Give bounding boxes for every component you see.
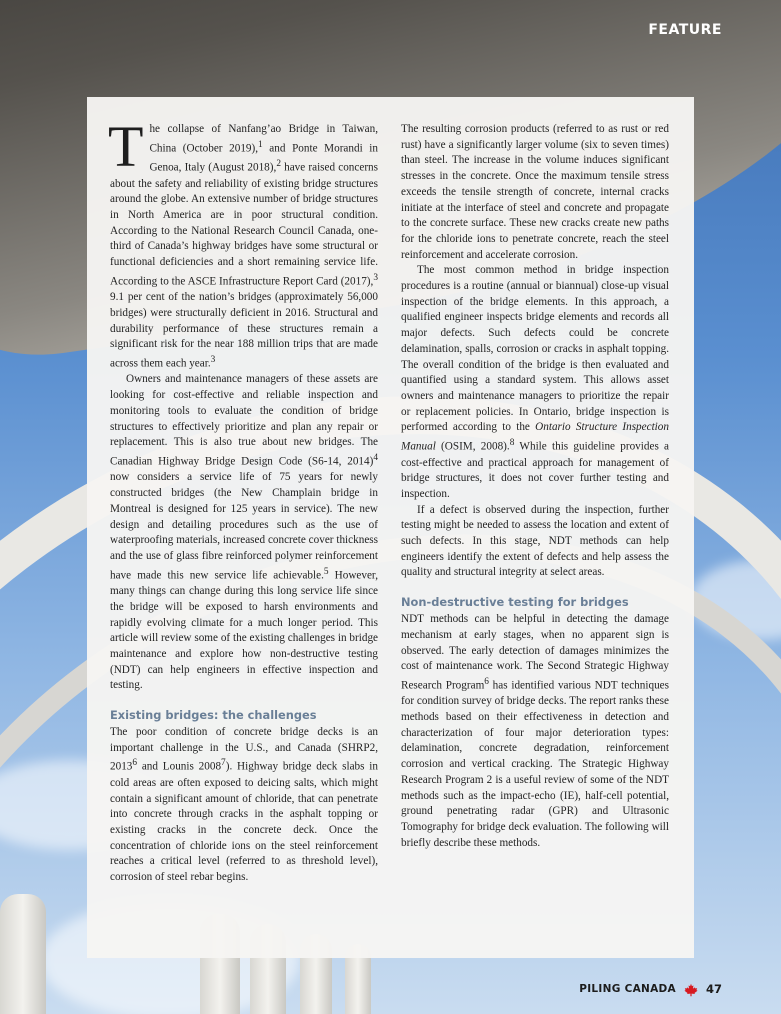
section-label: FEATURE — [648, 22, 722, 38]
citation: 8 — [509, 438, 515, 449]
page-footer — [579, 980, 722, 998]
citation: 7 — [221, 758, 226, 769]
text: have raised concerns about the safety and reliability of existing bridge structures around the globe. An extensive number of bridge structures in North America are in poor structural condition. According to the National Research Council Canada, one-third of Canada’s highway bridges have some structural or functional deficiencies and a short remaining service life. According to the ASCE Infrastructure Report Card (2017), — [110, 161, 378, 288]
paragraph — [401, 612, 669, 851]
citation: 4 — [373, 453, 378, 463]
citation: 5 — [323, 566, 329, 577]
paragraph: If a defect is observed during the inspection, further testing might be needed to assess the location and extent of such defects. In this stage, NDT methods can help engineers identify the extent of defects and help assess the quality and structural integrity at select areas. — [401, 503, 669, 579]
paragraph — [108, 114, 378, 372]
section-heading: Existing bridges: the challenges — [110, 708, 317, 723]
page-number: 47 — [705, 982, 722, 996]
drop-cap: T — [108, 114, 144, 179]
text: ). Highway bridge deck slabs in cold areas are often exposed to deicing salts, which might contain a significant amount of chloride, that can penetrate into concrete through cracks in the asphalt topping or existing cracks in the concrete deck. Once the concentration of chloride ions on the steel reinforcement reaches a critical level (referred to as threshold level), corrosion of steel rebar begins. — [110, 761, 379, 884]
citation: 3 — [373, 272, 378, 283]
text: The poor condition of concrete bridge decks is an important challenge in the U.S., and Canada (SHRP2, 2013 — [110, 726, 378, 774]
maple-leaf-icon — [684, 982, 698, 996]
paragraph — [110, 372, 378, 694]
text: The most common method in bridge inspection procedures is a routine (annual or biannual) close-up visual inspection of the bridge elements. In this approach, a qualified engineer inspects bridge elements and records all major defects. Such defects could be concrete delamination, spalls, corrosion or cracks in asphalt topping. The overall condition of the bridge is then evaluated and quantified using a standard system. This allows asset owners and maintenance managers to prioritize the repair or replacement policies. In Ontario, bridge inspection is performed according to the — [401, 264, 669, 434]
citation: 3 — [210, 355, 216, 366]
text: NDT methods can be helpful in detecting the damage mechanism at early stages, when no apparent sign is observed. The early detection of damages minimizes the cost of maintenance work. The Second Strategic Highway Research Program — [401, 613, 669, 692]
text: (OSIM, 2008). — [435, 440, 510, 453]
text: Owners and maintenance managers of these assets are looking for cost-effective and reliable inspection and monitoring tools to evaluate the condition of bridge structures to effectively prioritize and plan any repair or replacement. This is also true about new bridges. The Canadian Highway Bridge Design Code (S6-14, 2014) — [110, 373, 378, 468]
text: and Ponte Morandi in Genoa, Italy (August 2018), — [149, 142, 378, 174]
citation: 6 — [484, 676, 489, 687]
text: and Lounis 2008 — [137, 761, 222, 774]
manual-title: Ontario Structure Inspection Manual — [401, 421, 669, 453]
bridge-pier — [0, 894, 46, 1014]
article-column-right — [401, 122, 669, 851]
text: has identified various NDT techniques for condition survey of bridge decks. The report ranks these methods based on their effectiveness in detection and characterization of four major deterioration types: delamination, concrete degradation, reinforcement corrosion and vertical cracking. The Strategic Highway Research Program 2 is a useful review of some of the NDT methods such as the impact-echo (IE), half-cell potential, ground penetrating radar (GPR) and Ultrasonic Tomography for bridge deck evaluation. The following will briefly describe these methods. — [401, 679, 669, 849]
citation: 2 — [276, 159, 281, 170]
text: However, many things can change during this long service life since the bridge will be exposed to harsh environments and rapidly evolving climate for a much longer period. This article will review some of the existing challenges in bridge maintenance and explore how non-destructive testing (NDT) can help engineers in effective inspection and testing. — [110, 569, 379, 692]
paragraph: The resulting corrosion products (referred to as rust or red rust) have a significantly larger volume (six to seven times) than steel. The increase in the volume induces significant stresses in the concrete. Once the maximum tensile stress exceeds the tensile strength of concrete, internal cracks initiate at the interface of steel and concrete and propagate to the concrete surface. These new cracks create new paths for the chloride ions to penetrate concrete, reach the steel reinforcement and accelerate corrosion. — [401, 123, 669, 261]
article-panel — [87, 97, 694, 958]
magazine-name: PILING CANADA — [579, 983, 676, 995]
citation: 1 — [258, 139, 263, 150]
section-heading: Non-destructive testing for bridges — [401, 595, 629, 610]
text: 9.1 per cent of the nation’s bridges (approximately 56,000 bridges) were structurally deficient in 2016. Structural and durability performance of these structures remain a significant risk for the near 188 million trips that are made across them each year. — [110, 291, 378, 370]
paragraph — [401, 263, 669, 502]
text: While this guideline provides a cost-effective and practical approach for management of bridge structures, it does not cover further testing and inspection. — [401, 440, 670, 500]
article-column-left — [108, 114, 379, 886]
text: he collapse of Nanfang’ao Bridge in Taiwan, China (October 2019), — [149, 123, 378, 155]
text: now considers a service life of 75 years for newly constructed bridges (the New Champlain bridge in Montreal is designed for 125 years in service). The new design and detailing procedures such as the use of waterproofing materials, increased concrete cover thickness and the use of glass fibre reinforced polymer reinforcement have made this new service life achievable. — [110, 471, 378, 582]
citation: 6 — [132, 758, 138, 769]
paragraph — [110, 725, 378, 886]
